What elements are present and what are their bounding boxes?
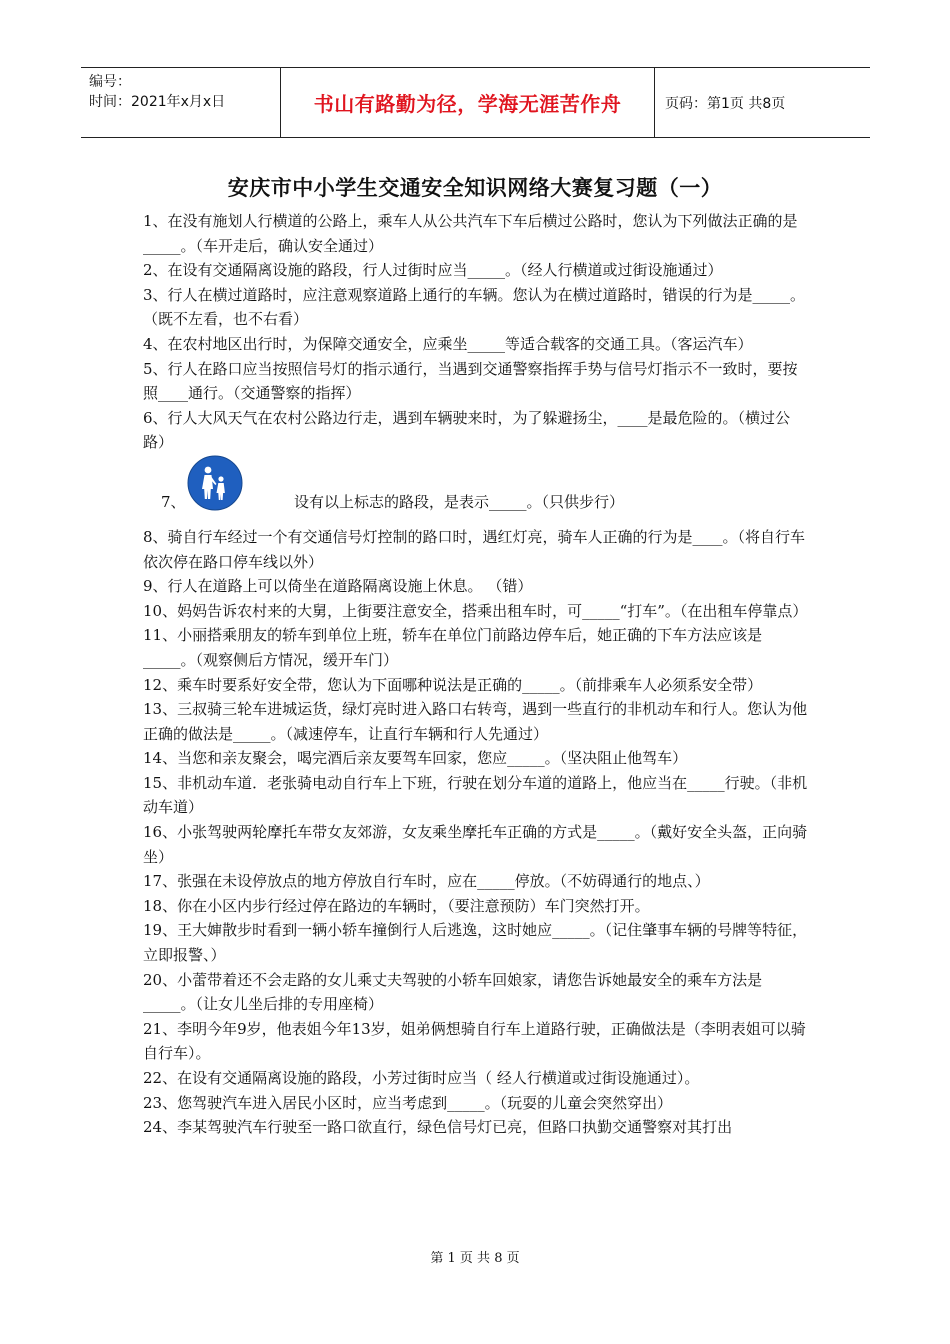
- question-3: 3、行人在横过道路时，应注意观察道路上通行的车辆。您认为在横过道路时，错误的行为是_____。（既不左看，也不右看）: [143, 285, 806, 329]
- question-7-number: 7、: [161, 492, 186, 511]
- question-1: 1、在没有施划人行横道的公路上，乘车人从公共汽车下车后横过公路时，您认为下列做法正确的是_____。（车开走后，确认安全通过）: [143, 212, 798, 255]
- question-9: 9、行人在道路上可以倚坐在道路隔离设施上休息。 （错）: [143, 577, 533, 596]
- number-label: 编号：: [89, 74, 131, 90]
- header-meta: [81, 68, 281, 137]
- question-20: 20、小蕾带着还不会走路的女儿乘丈夫驾驶的小轿车回娘家，请您告诉她最安全的乘车方法是_____。（让女儿坐后排的专用座椅）: [143, 970, 763, 1014]
- question-7: [143, 455, 809, 525]
- question-12: 12、乘车时要系好安全带，您认为下面哪种说法是正确的_____。（前排乘车人必须系安全带）: [143, 675, 763, 694]
- question-13: 13、三叔骑三轮车进城运货，绿灯亮时进入路口右转弯，遇到一些直行的非机动车和行人。您认为他正确的做法是_____。（减速停车，让直行车辆和行人先通过）: [143, 700, 808, 743]
- question-24: 24、李某驾驶汽车行驶至一路口欲直行，绿色信号灯已亮，但路口执勤交通警察对其打出: [143, 1118, 733, 1137]
- question-8: 8、骑自行车经过一个有交通信号灯控制的路口时，遇红灯亮，骑车人正确的行为是____。（将自行车依次停在路口停车线以外）: [143, 527, 806, 571]
- question-16: 16、小张驾驶两轮摩托车带女友郊游，女友乘坐摩托车正确的方式是_____。（戴好安全头盔，正向骑坐）: [143, 823, 808, 866]
- question-list: [143, 209, 809, 1140]
- question-2: 2、在设有交通隔离设施的路段，行人过街时应当_____。（经人行横道或过街设施通过）: [143, 261, 723, 280]
- question-7-text: 设有以上标志的路段，是表示_____。（只供步行）: [294, 492, 625, 511]
- question-15: 15、非机动车道．老张骑电动自行车上下班，行驶在划分车道的道路上，他应当在_____行驶。（非机动车道）: [143, 773, 808, 817]
- question-4: 4、在农村地区出行时，为保障交通安全，应乘坐_____等适合载客的交通工具。（客运汽车）: [143, 334, 753, 353]
- page-title: 安庆市中小学生交通安全知识网络大赛复习题（一）: [227, 176, 723, 200]
- header-motto: 书山有路勤为径，学海无涯苦作舟: [281, 68, 655, 137]
- question-19: 19、王大婶散步时看到一辆小轿车撞倒行人后逃逸，这时她应_____。（记住肇事车辆的号牌等特征，立即报警、）: [143, 921, 808, 965]
- question-5: 5、行人在路口应当按照信号灯的指示通行，当遇到交通警察指挥手势与信号灯指示不一致时，要按照____通行。（交通警察的指挥）: [143, 359, 798, 403]
- question-23: 23、您驾驶汽车进入居民小区时，应当考虑到_____。（玩耍的儿童会突然穿出）: [143, 1093, 673, 1112]
- question-21: 21、李明今年9岁，他表姐今年13岁，姐弟俩想骑自行车上道路行驶，正确做法是（李明表姐可以骑自行车）。: [143, 1019, 806, 1063]
- question-11: 11、小丽搭乘朋友的轿车到单位上班，轿车在单位门前路边停车后，她正确的下车方法应该是_____。（观察侧后方情况，缓开车门）: [143, 626, 763, 669]
- question-10: 10、妈妈告诉农村来的大舅，上街要注意安全，搭乘出租车时，可_____“打车”。（在出租车停靠点）: [143, 601, 808, 620]
- question-6: 6、行人大风天气在农村公路边行走，遇到车辆驶来时，为了躲避扬尘，____是最危险的。（横过公路）: [143, 408, 791, 452]
- header-page-info: 页码：第1页 共8页: [665, 95, 786, 112]
- pedestrian-only-sign-icon: [187, 455, 243, 511]
- time-label: 时间：2021年x月x日: [89, 94, 226, 110]
- question-17: 17、张强在未设停放点的地方停放自行车时，应在_____停放。（不妨碍通行的地点、）: [143, 872, 710, 891]
- page-footer: 第 1 页 共 8 页: [430, 1251, 520, 1266]
- question-18: 18、你在小区内步行经过停在路边的车辆时，（要注意预防）车门突然打开。: [143, 896, 650, 915]
- document-header: [81, 67, 870, 138]
- question-14: 14、当您和亲友聚会，喝完酒后亲友要驾车回家，您应_____。（坚决阻止他驾车）: [143, 749, 688, 768]
- question-22: 22、在设有交通隔离设施的路段，小芳过街时应当（ 经人行横道或过街设施通过）。: [143, 1069, 700, 1087]
